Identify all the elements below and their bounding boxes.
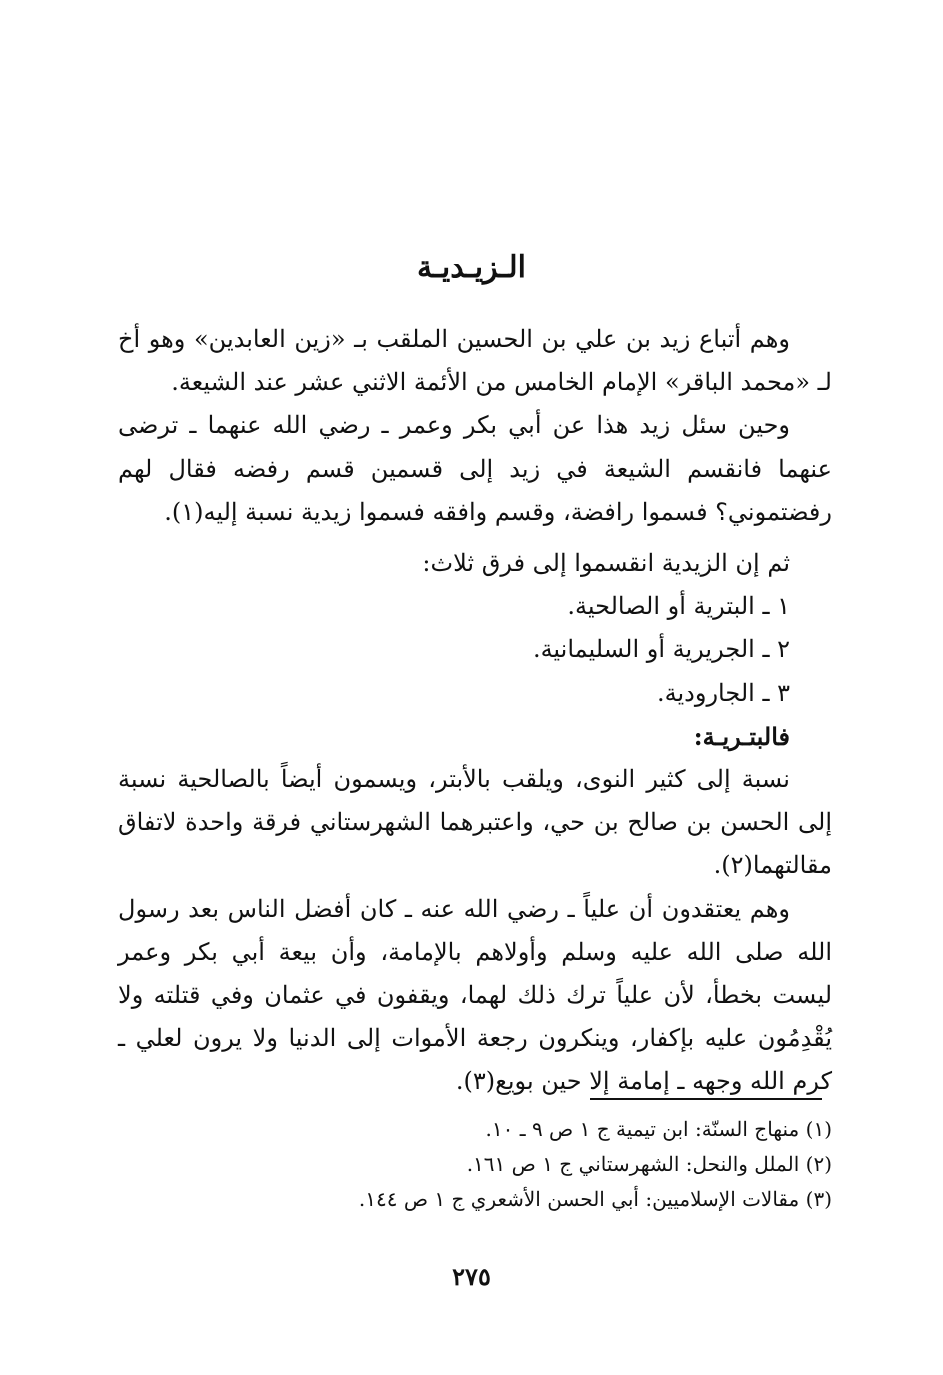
footnote-3: (٣) مقالات الإسلاميين: أبي الحسن الأشعري ج ١ ص ١٤٤. — [358, 1187, 832, 1211]
paragraph-1: وهم أتباع زيد بن علي بن الحسين الملقب بـ «زين العابدين» وهو أخ لـ «محمد الباقر» الإمام الخامس من الأئمة الاثني عشر عند الشيعة. — [118, 325, 832, 397]
chapter-title: الـزيـديـة — [417, 250, 526, 285]
section-heading: فالبتـريـة: — [693, 721, 790, 751]
footnote-divider — [590, 1098, 822, 1100]
list-item: ٣ ـ الجارودية. — [656, 678, 790, 707]
footnote-1: (١) منهاج السنّة: ابن تيمية ج ١ ص ٩ ـ ١٠. — [485, 1117, 832, 1141]
paragraph-2: وحين سئل زيد هذا عن أبي بكر وعمر ـ رضي الله عنهما ـ ترضى عنهما فانقسم الشيعة في زيد إلى قسمين قسم رفضه فقال لهم رفضتموني؟ فسموا رافضة، وقسم وافقه فسموا زيدية نسبة إليه(١). — [118, 411, 832, 526]
list-item: ٢ ـ الجريرية أو السليمانية. — [532, 635, 790, 664]
main-text — [118, 318, 832, 1104]
footnotes — [118, 1112, 832, 1217]
paragraph-4: وهم يعتقدون أن علياً ـ رضي الله عنه ـ كان أفضل الناس بعد رسول الله صلى الله عليه وسلم وأولاهم بالإمامة، وأن بيعة أبي بكر وعمر ليست بخطأ، لأن علياً ترك ذلك لهما، ويقفون في عثمان وفي قتلته ولا يُقْدِمُون عليه بإكفار، وينكرون رجعة الأموات إلى الدنيا ولا يرون لعلي ـ كرم الله وجهه ـ إمامة إلا حين بويع(٣). — [118, 894, 832, 1096]
paragraph-3: نسبة إلى كثير النوى، ويلقب بالأبتر، ويسمون أيضاً بالصالحية نسبة إلى الحسن بن صالح بن حي، واعتبرهما الشهرستاني فرقة واحدة لاتفاق مقالتهما(٢). — [118, 765, 832, 880]
footnote-2: (٢) الملل والنحل: الشهرستاني ج ١ ص ١٦١. — [466, 1152, 832, 1176]
list-item: ١ ـ البترية أو الصالحية. — [567, 592, 790, 621]
page-number: ٢٧٥ — [452, 1262, 491, 1291]
list-intro: ثم إن الزيدية انقسموا إلى فرق ثلاث: — [422, 549, 790, 578]
